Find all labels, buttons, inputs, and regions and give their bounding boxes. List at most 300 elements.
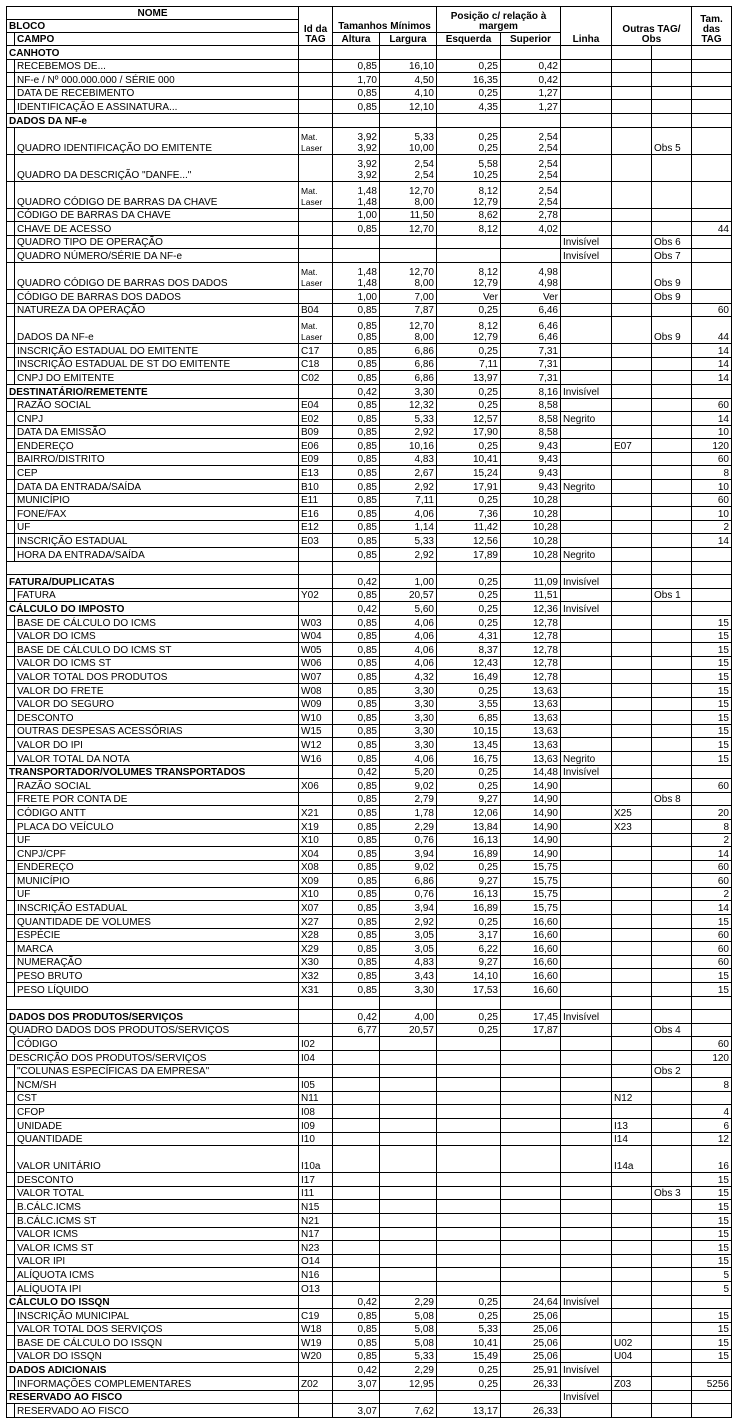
tam-value <box>692 575 732 589</box>
largura-value: 3,94 <box>380 847 437 861</box>
superior-value: 9,43 <box>501 466 561 480</box>
altura-value: 0,42 <box>333 602 380 616</box>
linha-value <box>561 1336 612 1350</box>
altura-value <box>333 249 380 263</box>
superior-value: 12,78 <box>501 629 561 643</box>
altura-value <box>333 1254 380 1268</box>
field-row <box>7 1118 732 1132</box>
linha-value <box>561 1241 612 1255</box>
outras-tag <box>612 969 652 983</box>
linha-value: Negrito <box>561 548 612 562</box>
largura-value <box>380 1118 437 1132</box>
outras-obs <box>652 1254 692 1268</box>
outras-tag: U04 <box>612 1349 652 1363</box>
block-name: DADOS DA NF-e <box>7 113 299 127</box>
field-name: BASE DE CÁLCULO DO ISSQN <box>15 1336 299 1350</box>
tam-value: 15 <box>692 738 732 752</box>
linha-value <box>561 983 612 997</box>
superior-value: 12,78 <box>501 656 561 670</box>
id-tag: W08 <box>299 683 333 697</box>
largura-value: 3,94 <box>380 901 437 915</box>
id-tag: W03 <box>299 616 333 630</box>
outras-tag <box>612 602 652 616</box>
block-name: DADOS ADICIONAIS <box>7 1363 299 1377</box>
outras-tag: U02 <box>612 1336 652 1350</box>
field-row <box>7 1146 732 1173</box>
superior-value: 14,48 <box>501 765 561 779</box>
altura-value <box>333 1281 380 1295</box>
largura-value <box>380 235 437 249</box>
esquerda-value <box>437 1186 501 1200</box>
outras-obs <box>652 86 692 100</box>
largura-value: 4,06 <box>380 507 437 521</box>
esquerda-value: 4,35 <box>437 100 501 114</box>
tam-value: 15 <box>692 983 732 997</box>
superior-value <box>501 1390 561 1404</box>
tam-value: 44 <box>692 222 732 236</box>
altura-value: 0,85 <box>333 738 380 752</box>
field-row <box>7 983 732 997</box>
largura-value: 2,92 <box>380 425 437 439</box>
block-row <box>7 1295 732 1309</box>
esquerda-value: 17,91 <box>437 480 501 494</box>
outras-tag <box>612 575 652 589</box>
largura-value: 12,10 <box>380 100 437 114</box>
field-row <box>7 1051 732 1065</box>
esquerda-value: 0,25 <box>437 575 501 589</box>
field-name: DESCRIÇÃO DOS PRODUTOS/SERVIÇOS <box>7 1051 299 1065</box>
field-row <box>7 425 732 439</box>
outras-obs <box>652 765 692 779</box>
id-tag: E13 <box>299 466 333 480</box>
linha-value <box>561 127 612 154</box>
esquerda-value-first: 5,58 <box>478 158 498 170</box>
outras-obs <box>652 480 692 494</box>
linha-value <box>561 779 612 793</box>
superior-value: 13,63 <box>501 724 561 738</box>
field-row <box>7 887 732 901</box>
largura-value: 4,83 <box>380 452 437 466</box>
field-name: QUADRO CÓDIGO DE BARRAS DA CHAVE <box>15 181 299 208</box>
block-row <box>7 113 732 127</box>
superior-value: 13,63 <box>501 697 561 711</box>
field-row <box>7 1309 732 1323</box>
field-row <box>7 222 732 236</box>
altura-value: 0,85 <box>333 59 380 73</box>
outras-tag <box>612 181 652 208</box>
altura-value: 0,85 <box>333 466 380 480</box>
largura-value <box>380 1146 437 1173</box>
linha-value: Invisível <box>561 384 612 398</box>
linha-value <box>561 113 612 127</box>
outras-obs <box>652 779 692 793</box>
tam-value: 15 <box>692 1213 732 1227</box>
block-name: TRANSPORTADOR/VOLUMES TRANSPORTADOS <box>7 765 299 779</box>
linha-value <box>561 1186 612 1200</box>
linha-value <box>561 493 612 507</box>
esquerda-value <box>437 1118 501 1132</box>
outras-obs <box>652 425 692 439</box>
linha-value <box>561 534 612 548</box>
altura-value: 0,85 <box>333 303 380 317</box>
superior-value <box>501 1037 561 1051</box>
superior-value: 10,28 <box>501 548 561 562</box>
block-row <box>7 46 732 60</box>
outras-obs: Obs 8 <box>652 792 692 806</box>
outras-tag <box>612 344 652 358</box>
field-name: ENDEREÇO <box>15 439 299 453</box>
field-name: MARCA <box>15 942 299 956</box>
field-row <box>7 874 732 888</box>
id-tag: X07 <box>299 901 333 915</box>
outras-tag <box>612 915 652 929</box>
field-name: UF <box>15 520 299 534</box>
outras-tag <box>612 711 652 725</box>
field-name: CNPJ DO EMITENTE <box>15 371 299 385</box>
superior-value: 15,75 <box>501 874 561 888</box>
altura-value: 0,85 <box>333 534 380 548</box>
tam-value: 60 <box>692 493 732 507</box>
field-name: MUNICÍPIO <box>15 874 299 888</box>
tam-value: 15 <box>692 711 732 725</box>
field-row <box>7 656 732 670</box>
header-nome: NOME <box>7 7 299 20</box>
outras-tag <box>612 208 652 222</box>
id-tag <box>299 222 333 236</box>
field-row <box>7 1241 732 1255</box>
field-name: VALOR ICMS <box>15 1227 299 1241</box>
tam-value <box>692 1023 732 1037</box>
tam-value: 15 <box>692 670 732 684</box>
tam-value: 15 <box>692 656 732 670</box>
superior-value: 25,91 <box>501 1363 561 1377</box>
altura-value: 0,85 <box>333 1309 380 1323</box>
largura-value-first: 12,70 <box>408 266 434 278</box>
id-tag: I08 <box>299 1105 333 1119</box>
field-row <box>7 915 732 929</box>
outras-tag <box>612 303 652 317</box>
id-tag: B09 <box>299 425 333 439</box>
tam-value: 15 <box>692 1309 732 1323</box>
outras-tag <box>612 629 652 643</box>
header-posicao: Posição c/ relação à margem <box>437 7 561 33</box>
outras-obs <box>652 724 692 738</box>
altura-value <box>333 1241 380 1255</box>
field-row <box>7 412 732 426</box>
outras-tag <box>612 955 652 969</box>
largura-value-first: 12,70 <box>408 185 434 197</box>
largura-value <box>380 1200 437 1214</box>
linha-value <box>561 833 612 847</box>
largura-value: 0,76 <box>380 887 437 901</box>
outras-obs <box>652 208 692 222</box>
largura-value: 4,06 <box>380 751 437 765</box>
field-row <box>7 643 732 657</box>
largura-value: 3,30 <box>380 983 437 997</box>
esquerda-value: 0,25 <box>437 915 501 929</box>
superior-value: 25,06 <box>501 1322 561 1336</box>
superior-value: 10,28 <box>501 534 561 548</box>
altura-value-second: 3,92 <box>357 142 377 154</box>
esquerda-value <box>437 46 501 60</box>
field-row <box>7 1023 732 1037</box>
esquerda-value <box>437 262 501 289</box>
outras-obs <box>652 493 692 507</box>
esquerda-value: 3,17 <box>437 928 501 942</box>
esquerda-value: 0,25 <box>437 616 501 630</box>
outras-tag <box>612 289 652 303</box>
superior-value <box>501 127 561 154</box>
linha-value <box>561 452 612 466</box>
id-tag <box>299 317 333 344</box>
tam-value: 15 <box>692 969 732 983</box>
esquerda-value: 0,25 <box>437 493 501 507</box>
id-tag: C17 <box>299 344 333 358</box>
esquerda-value: 0,25 <box>437 59 501 73</box>
superior-value-first: 2,54 <box>538 185 558 197</box>
outras-obs <box>652 874 692 888</box>
linha-value <box>561 1322 612 1336</box>
id-tag: I10a <box>299 1146 333 1173</box>
id-tag: X19 <box>299 819 333 833</box>
tam-value <box>692 262 732 289</box>
id-tag <box>299 235 333 249</box>
tam-value <box>692 113 732 127</box>
altura-value <box>333 1118 380 1132</box>
outras-tag <box>612 507 652 521</box>
superior-value: 12,78 <box>501 616 561 630</box>
outras-obs <box>652 46 692 60</box>
tam-value <box>692 588 732 602</box>
id-tag: X09 <box>299 874 333 888</box>
field-row <box>7 59 732 73</box>
altura-value: 0,85 <box>333 507 380 521</box>
linha-value <box>561 874 612 888</box>
field-name: INSCRIÇÃO ESTADUAL <box>15 534 299 548</box>
field-row <box>7 969 732 983</box>
altura-value <box>333 262 380 289</box>
tam-value <box>692 208 732 222</box>
outras-obs <box>652 113 692 127</box>
largura-value: 5,33 <box>380 1349 437 1363</box>
altura-value <box>333 1091 380 1105</box>
field-row <box>7 493 732 507</box>
linha-value <box>561 1173 612 1187</box>
outras-tag <box>612 127 652 154</box>
outras-obs <box>652 534 692 548</box>
field-row <box>7 398 732 412</box>
outras-obs <box>652 1322 692 1336</box>
outras-tag <box>612 520 652 534</box>
outras-obs: Obs 9 <box>652 289 692 303</box>
tam-value: 15 <box>692 751 732 765</box>
id-tag: X06 <box>299 779 333 793</box>
id-tag: X08 <box>299 860 333 874</box>
outras-obs: Obs 4 <box>652 1023 692 1037</box>
esquerda-value: 4,31 <box>437 629 501 643</box>
superior-value: 12,36 <box>501 602 561 616</box>
field-name: NUMERAÇÃO <box>15 955 299 969</box>
largura-value: 0,76 <box>380 833 437 847</box>
linha-value <box>561 466 612 480</box>
field-row <box>7 289 732 303</box>
outras-tag <box>612 751 652 765</box>
largura-value: 2,29 <box>380 1295 437 1309</box>
esquerda-value <box>437 317 501 344</box>
superior-value <box>501 1118 561 1132</box>
id-tag: N21 <box>299 1213 333 1227</box>
superior-value: 9,43 <box>501 439 561 453</box>
field-name: CÓDIGO <box>15 1037 299 1051</box>
id-tag-second: Laser <box>301 196 323 207</box>
altura-value: 0,85 <box>333 520 380 534</box>
outras-tag <box>612 724 652 738</box>
tam-value: 6 <box>692 1118 732 1132</box>
superior-value: 25,06 <box>501 1336 561 1350</box>
block-name: RESERVADO AO FISCO <box>7 1390 299 1404</box>
altura-value: 0,85 <box>333 819 380 833</box>
tam-value: 4 <box>692 1105 732 1119</box>
tam-value <box>692 1295 732 1309</box>
largura-value: 20,57 <box>380 1023 437 1037</box>
field-name: CEP <box>15 466 299 480</box>
block-row <box>7 1010 732 1024</box>
esquerda-value: 15,49 <box>437 1349 501 1363</box>
outras-obs <box>652 507 692 521</box>
tam-value: 8 <box>692 819 732 833</box>
outras-tag <box>612 588 652 602</box>
field-name: PESO LÍQUIDO <box>15 983 299 997</box>
largura-value: 1,14 <box>380 520 437 534</box>
superior-value <box>501 1200 561 1214</box>
outras-tag <box>612 1023 652 1037</box>
largura-value: 3,30 <box>380 697 437 711</box>
outras-obs <box>652 819 692 833</box>
id-tag: I02 <box>299 1037 333 1051</box>
outras-tag: I13 <box>612 1118 652 1132</box>
id-tag: W09 <box>299 697 333 711</box>
outras-obs <box>652 629 692 643</box>
outras-obs <box>652 1227 692 1241</box>
superior-value: 10,28 <box>501 507 561 521</box>
largura-value: 3,43 <box>380 969 437 983</box>
id-tag: E12 <box>299 520 333 534</box>
id-tag <box>299 208 333 222</box>
field-name: ENDEREÇO <box>15 860 299 874</box>
outras-tag: N12 <box>612 1091 652 1105</box>
outras-obs <box>652 1173 692 1187</box>
altura-value-second: 1,48 <box>357 196 377 208</box>
tam-value: 60 <box>692 874 732 888</box>
superior-value <box>501 113 561 127</box>
linha-value: Negrito <box>561 412 612 426</box>
linha-value <box>561 181 612 208</box>
esquerda-value: 7,11 <box>437 357 501 371</box>
largura-value <box>380 1037 437 1051</box>
altura-value: 0,85 <box>333 874 380 888</box>
linha-value <box>561 289 612 303</box>
outras-tag <box>612 452 652 466</box>
altura-value: 0,85 <box>333 1349 380 1363</box>
id-tag <box>299 1023 333 1037</box>
tam-value <box>692 235 732 249</box>
block-row <box>7 575 732 589</box>
field-name: RAZÃO SOCIAL <box>15 779 299 793</box>
id-tag: X10 <box>299 887 333 901</box>
outras-tag <box>612 1241 652 1255</box>
esquerda-value <box>437 1227 501 1241</box>
altura-value <box>333 1186 380 1200</box>
largura-value: 3,05 <box>380 942 437 956</box>
id-tag-first: Mat. <box>301 321 318 332</box>
id-tag: X30 <box>299 955 333 969</box>
header-superior: Superior <box>501 33 561 46</box>
outras-obs <box>652 983 692 997</box>
tam-value <box>692 384 732 398</box>
field-row <box>7 1336 732 1350</box>
superior-value <box>501 1091 561 1105</box>
outras-obs <box>652 1404 692 1418</box>
id-tag: I17 <box>299 1173 333 1187</box>
field-row <box>7 751 732 765</box>
largura-value: 4,06 <box>380 643 437 657</box>
esquerda-value: 0,25 <box>437 1023 501 1037</box>
id-tag <box>299 765 333 779</box>
outras-tag <box>612 412 652 426</box>
esquerda-value <box>437 1390 501 1404</box>
outras-obs: Obs 6 <box>652 235 692 249</box>
field-name: PESO BRUTO <box>15 969 299 983</box>
outras-tag <box>612 398 652 412</box>
largura-value-second: 8,00 <box>414 196 434 208</box>
outras-obs <box>652 969 692 983</box>
esquerda-value: 8,62 <box>437 208 501 222</box>
header-outras: Outras TAG/ Obs <box>612 7 692 46</box>
largura-value <box>380 249 437 263</box>
id-tag: X29 <box>299 942 333 956</box>
field-name: VALOR DO FRETE <box>15 683 299 697</box>
id-tag <box>299 154 333 181</box>
superior-value: 25,06 <box>501 1349 561 1363</box>
tam-value: 14 <box>692 412 732 426</box>
altura-value <box>333 1037 380 1051</box>
altura-value <box>333 317 380 344</box>
tam-value: 10 <box>692 507 732 521</box>
field-name: CÓDIGO DE BARRAS DA CHAVE <box>15 208 299 222</box>
superior-value: 7,31 <box>501 357 561 371</box>
largura-value <box>380 1091 437 1105</box>
tam-value: 16 <box>692 1146 732 1173</box>
linha-value <box>561 208 612 222</box>
outras-tag <box>612 222 652 236</box>
empty-row <box>7 561 732 575</box>
largura-value-first: 2,54 <box>414 158 434 170</box>
field-name: CFOP <box>15 1105 299 1119</box>
outras-tag <box>612 874 652 888</box>
esquerda-value-second: 12,79 <box>472 196 498 208</box>
field-row <box>7 1227 732 1241</box>
largura-value: 4,10 <box>380 86 437 100</box>
field-name: B.CÁLC.ICMS <box>15 1200 299 1214</box>
field-row <box>7 235 732 249</box>
field-row <box>7 792 732 806</box>
esquerda-value: 14,10 <box>437 969 501 983</box>
outras-obs <box>652 1200 692 1214</box>
linha-value <box>561 643 612 657</box>
outras-obs <box>652 860 692 874</box>
field-name: VALOR TOTAL DA NOTA <box>15 751 299 765</box>
largura-value: 3,30 <box>380 738 437 752</box>
